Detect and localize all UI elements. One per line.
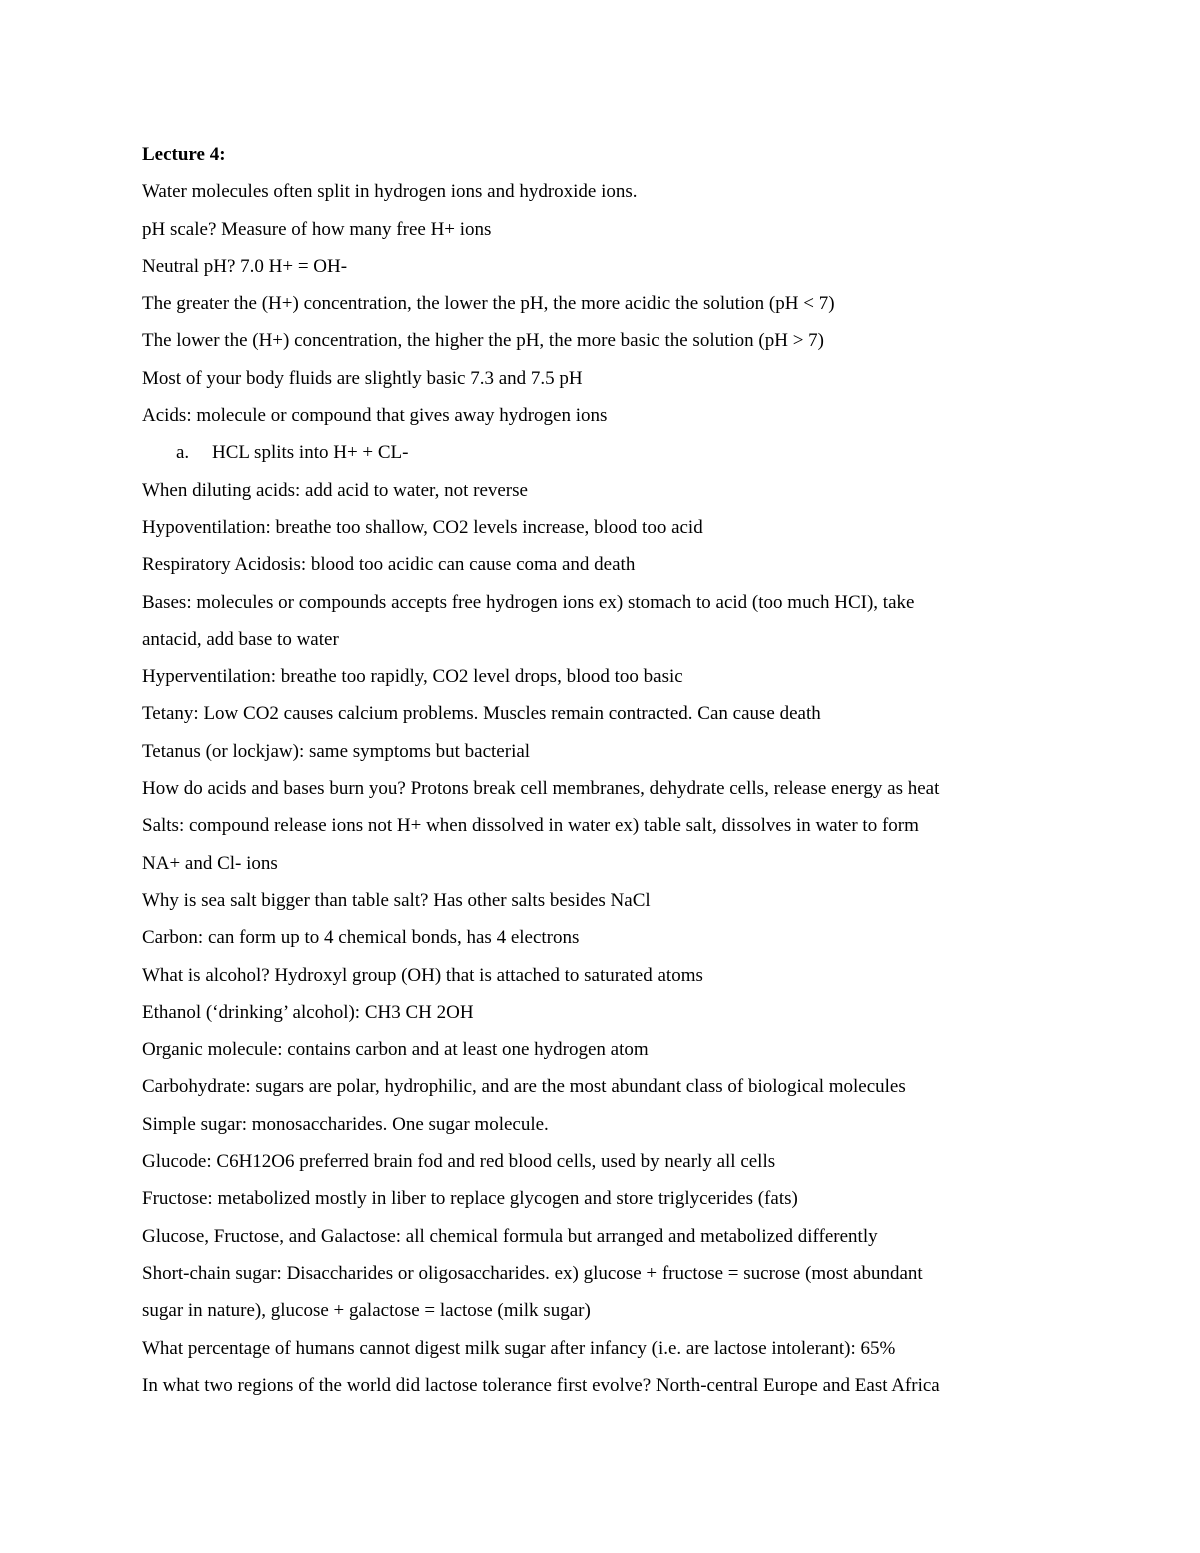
list-marker: a. bbox=[176, 442, 190, 464]
lecture-title: Lecture 4: bbox=[142, 144, 226, 165]
note-line: Glucode: C6H12O6 preferred brain fod and red blood cells, used by nearly all cells bbox=[142, 1151, 776, 1173]
document-body bbox=[142, 140, 1062, 1408]
note-line: Carbon: can form up to 4 chemical bonds, has 4 electrons bbox=[142, 927, 580, 949]
note-line: Hypoventilation: breathe too shallow, CO2 levels increase, blood too acid bbox=[142, 516, 703, 538]
note-line: sugar in nature), glucose + galactose = lactose (milk sugar) bbox=[142, 1300, 591, 1322]
note-line: Ethanol (‘drinking’ alcohol): CH3 CH 2OH bbox=[142, 1001, 474, 1023]
notes-after-list bbox=[142, 476, 1062, 1408]
note-line: What is alcohol? Hydroxyl group (OH) that is attached to saturated atoms bbox=[142, 964, 703, 986]
note-line: The greater the (H+) concentration, the lower the pH, the more acidic the solution (pH < 7) bbox=[142, 293, 835, 315]
note-line: Water molecules often split in hydrogen ions and hydroxide ions. bbox=[142, 181, 638, 203]
note-line: Bases: molecules or compounds accepts free hydrogen ions ex) stomach to acid (too much HCI), take bbox=[142, 591, 915, 613]
note-line: Respiratory Acidosis: blood too acidic can cause coma and death bbox=[142, 554, 636, 576]
note-line: When diluting acids: add acid to water, not reverse bbox=[142, 479, 528, 501]
note-line: Short-chain sugar: Disaccharides or oligosaccharides. ex) glucose + fructose = sucrose (most abundant bbox=[142, 1262, 923, 1284]
note-line: Organic molecule: contains carbon and at least one hydrogen atom bbox=[142, 1039, 649, 1061]
note-line: How do acids and bases burn you? Protons break cell membranes, dehydrate cells, release energy as heat bbox=[142, 778, 940, 800]
note-line: Why is sea salt bigger than table salt? Has other salts besides NaCl bbox=[142, 889, 651, 911]
note-line: Tetany: Low CO2 causes calcium problems. Muscles remain contracted. Can cause death bbox=[142, 703, 821, 725]
list-item bbox=[142, 438, 1062, 475]
note-line: Neutral pH? 7.0 H+ = OH- bbox=[142, 255, 348, 277]
note-line: In what two regions of the world did lactose tolerance first evolve? North-central Europe and East Africa bbox=[142, 1374, 940, 1396]
note-line: The lower the (H+) concentration, the higher the pH, the more basic the solution (pH > 7) bbox=[142, 330, 825, 352]
note-line: Hyperventilation: breathe too rapidly, CO2 level drops, blood too basic bbox=[142, 666, 683, 688]
note-line: Acids: molecule or compound that gives away hydrogen ions bbox=[142, 405, 608, 427]
note-line: Simple sugar: monosaccharides. One sugar molecule. bbox=[142, 1113, 549, 1135]
note-line: pH scale? Measure of how many free H+ ions bbox=[142, 218, 492, 240]
note-line: antacid, add base to water bbox=[142, 628, 339, 650]
note-line: Salts: compound release ions not H+ when dissolved in water ex) table salt, dissolves in water to form bbox=[142, 815, 919, 837]
note-line: What percentage of humans cannot digest milk sugar after infancy (i.e. are lactose intolerant): 65% bbox=[142, 1337, 896, 1359]
note-line: Carbohydrate: sugars are polar, hydrophilic, and are the most abundant class of biological molecules bbox=[142, 1076, 906, 1098]
note-line: Fructose: metabolized mostly in liber to replace glycogen and store triglycerides (fats) bbox=[142, 1188, 798, 1210]
note-line: NA+ and Cl- ions bbox=[142, 852, 278, 874]
notes-before-list bbox=[142, 177, 1062, 438]
list-item-text: HCL splits into H+ + CL- bbox=[212, 442, 409, 464]
note-line: Glucose, Fructose, and Galactose: all chemical formula but arranged and metabolized differently bbox=[142, 1225, 878, 1247]
note-line: Tetanus (or lockjaw): same symptoms but bacterial bbox=[142, 740, 531, 762]
note-line: Most of your body fluids are slightly basic 7.3 and 7.5 pH bbox=[142, 367, 583, 389]
